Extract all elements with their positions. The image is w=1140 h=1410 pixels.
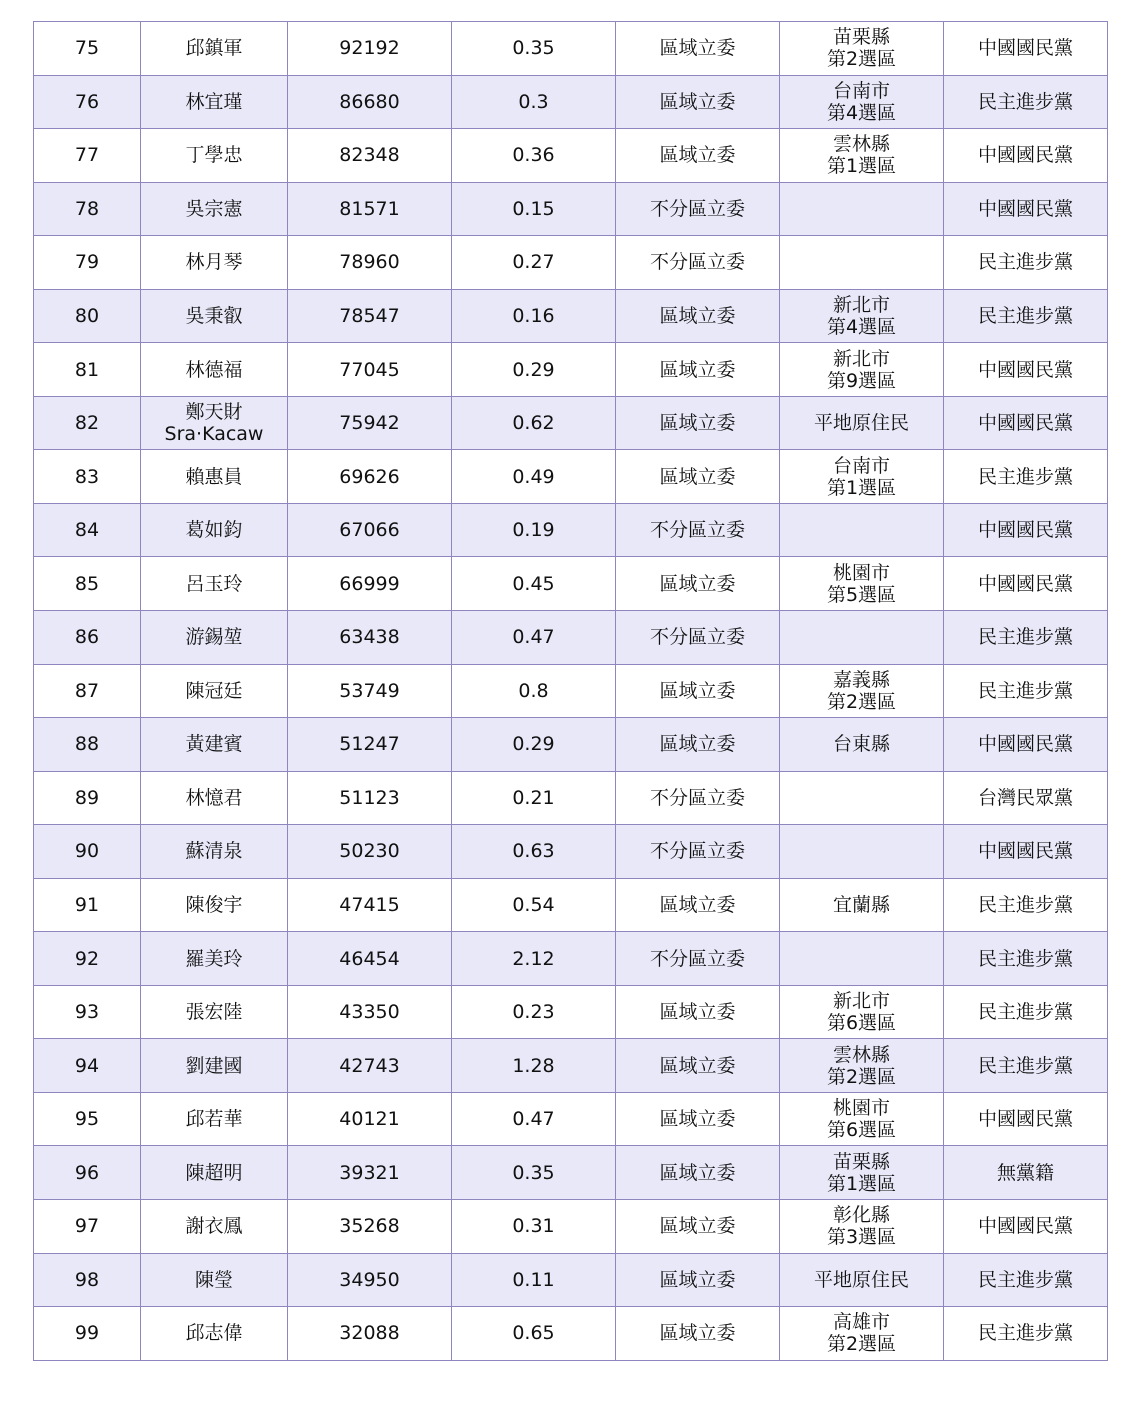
name-cell <box>141 985 288 1039</box>
votes-cell: 51247 <box>288 718 452 772</box>
name-cell <box>141 289 288 343</box>
table-row <box>34 182 1108 236</box>
district-cell-line: 第1選區 <box>826 1172 897 1195</box>
seat-type-cell: 區域立委 <box>616 1200 780 1254</box>
rank-cell: 77 <box>34 129 141 183</box>
table-row <box>34 1253 1108 1307</box>
seat-type-cell: 不分區立委 <box>616 771 780 825</box>
seat-type-cell: 不分區立委 <box>616 932 780 986</box>
district-cell <box>780 718 944 772</box>
name-cell <box>141 75 288 129</box>
name-cell <box>141 557 288 611</box>
name-cell <box>141 771 288 825</box>
rank-cell: 97 <box>34 1200 141 1254</box>
name-cell-line: 鄭天財 <box>185 401 243 424</box>
name-cell <box>141 343 288 397</box>
district-cell-line: 彰化縣 <box>832 1204 890 1227</box>
district-cell-line: 苗栗縣 <box>832 1150 890 1173</box>
name-cell-line: 林宜瑾 <box>185 90 243 113</box>
party-cell: 民主進步黨 <box>944 450 1108 504</box>
table-row <box>34 129 1108 183</box>
votes-cell: 43350 <box>288 985 452 1039</box>
rank-cell: 98 <box>34 1253 141 1307</box>
rank-cell: 87 <box>34 664 141 718</box>
votes-cell: 42743 <box>288 1039 452 1093</box>
district-cell-line: 平地原住民 <box>813 1268 909 1291</box>
district-cell-line: 新北市 <box>832 347 890 370</box>
rank-cell: 85 <box>34 557 141 611</box>
district-cell-line: 台南市 <box>832 454 890 477</box>
value-cell: 0.23 <box>452 985 616 1039</box>
district-cell <box>780 664 944 718</box>
district-cell <box>780 878 944 932</box>
rank-cell: 81 <box>34 343 141 397</box>
party-cell: 民主進步黨 <box>944 1039 1108 1093</box>
seat-type-cell: 不分區立委 <box>616 182 780 236</box>
value-cell: 0.45 <box>452 557 616 611</box>
name-cell-line: 邱志偉 <box>185 1322 243 1345</box>
district-cell-line: 嘉義縣 <box>832 668 890 691</box>
value-cell: 0.29 <box>452 343 616 397</box>
votes-cell: 32088 <box>288 1307 452 1361</box>
seat-type-cell: 區域立委 <box>616 878 780 932</box>
name-cell-line: 吳秉叡 <box>185 305 243 327</box>
district-cell-line: 第3選區 <box>826 1226 897 1249</box>
votes-cell: 63438 <box>288 611 452 665</box>
district-cell-line: 苗栗縣 <box>832 26 890 49</box>
rank-cell: 84 <box>34 503 141 557</box>
name-cell <box>141 236 288 290</box>
name-cell <box>141 932 288 986</box>
name-cell <box>141 1039 288 1093</box>
district-cell-line: 新北市 <box>832 990 890 1013</box>
district-cell <box>780 771 944 825</box>
party-cell: 中國國民黨 <box>944 503 1108 557</box>
name-cell-line: 陳超明 <box>185 1161 243 1184</box>
seat-type-cell: 不分區立委 <box>616 503 780 557</box>
value-cell: 0.16 <box>452 289 616 343</box>
seat-type-cell: 區域立委 <box>616 22 780 76</box>
name-cell <box>141 503 288 557</box>
party-cell: 中國國民黨 <box>944 396 1108 450</box>
name-cell-line: 羅美玲 <box>185 947 243 970</box>
name-cell <box>141 182 288 236</box>
value-cell: 0.31 <box>452 1200 616 1254</box>
district-cell-line: 高雄市 <box>832 1311 890 1334</box>
district-cell <box>780 129 944 183</box>
name-cell <box>141 1253 288 1307</box>
value-cell: 1.28 <box>452 1039 616 1093</box>
party-cell: 中國國民黨 <box>944 182 1108 236</box>
value-cell: 0.35 <box>452 22 616 76</box>
party-cell: 民主進步黨 <box>944 1253 1108 1307</box>
district-cell-line: 第1選區 <box>826 155 897 178</box>
party-cell: 民主進步黨 <box>944 878 1108 932</box>
rank-cell: 88 <box>34 718 141 772</box>
value-cell: 0.27 <box>452 236 616 290</box>
rank-cell: 86 <box>34 611 141 665</box>
district-cell-line: 第2選區 <box>826 1333 897 1356</box>
rank-cell: 79 <box>34 236 141 290</box>
votes-cell: 78960 <box>288 236 452 290</box>
district-cell-line: 桃園市 <box>832 561 890 584</box>
name-cell-line: 邱若華 <box>185 1108 243 1131</box>
table-row <box>34 878 1108 932</box>
seat-type-cell: 不分區立委 <box>616 611 780 665</box>
rank-cell: 75 <box>34 22 141 76</box>
value-cell: 0.54 <box>452 878 616 932</box>
name-cell <box>141 878 288 932</box>
table-row <box>34 825 1108 879</box>
name-cell-line: 張宏陸 <box>185 1001 243 1024</box>
rank-cell: 91 <box>34 878 141 932</box>
district-cell-line: 第4選區 <box>826 316 897 338</box>
party-cell: 中國國民黨 <box>944 718 1108 772</box>
seat-type-cell: 區域立委 <box>616 1253 780 1307</box>
name-cell <box>141 1146 288 1200</box>
votes-cell: 35268 <box>288 1200 452 1254</box>
value-cell: 0.19 <box>452 503 616 557</box>
name-cell <box>141 450 288 504</box>
table-row <box>34 236 1108 290</box>
district-cell <box>780 396 944 450</box>
name-cell <box>141 22 288 76</box>
district-cell-line: 宜蘭縣 <box>832 894 890 917</box>
district-cell-line: 第9選區 <box>826 369 897 392</box>
district-cell <box>780 1200 944 1254</box>
district-cell <box>780 22 944 76</box>
name-cell <box>141 129 288 183</box>
table-row <box>34 664 1108 718</box>
district-cell <box>780 1253 944 1307</box>
value-cell: 0.47 <box>452 1092 616 1146</box>
rank-cell: 82 <box>34 396 141 450</box>
value-cell: 0.29 <box>452 718 616 772</box>
value-cell: 0.15 <box>452 182 616 236</box>
votes-cell: 86680 <box>288 75 452 129</box>
name-cell-line: 賴惠員 <box>185 465 243 488</box>
name-cell <box>141 825 288 879</box>
rank-cell: 89 <box>34 771 141 825</box>
party-cell: 中國國民黨 <box>944 1200 1108 1254</box>
name-cell-line: 陳冠廷 <box>185 679 243 702</box>
district-cell <box>780 825 944 879</box>
value-cell: 0.49 <box>452 450 616 504</box>
name-cell-line: 葛如鈞 <box>185 519 243 542</box>
seat-type-cell: 區域立委 <box>616 1039 780 1093</box>
party-cell: 民主進步黨 <box>944 932 1108 986</box>
party-cell: 中國國民黨 <box>944 343 1108 397</box>
votes-cell: 46454 <box>288 932 452 986</box>
district-cell-line: 新北市 <box>832 294 890 316</box>
table-row <box>34 75 1108 129</box>
value-cell: 0.11 <box>452 1253 616 1307</box>
rank-cell: 92 <box>34 932 141 986</box>
district-cell <box>780 236 944 290</box>
votes-cell: 82348 <box>288 129 452 183</box>
district-cell <box>780 1039 944 1093</box>
votes-cell: 34950 <box>288 1253 452 1307</box>
name-cell-line: 黃建賓 <box>185 733 243 756</box>
value-cell: 0.35 <box>452 1146 616 1200</box>
rank-cell: 78 <box>34 182 141 236</box>
name-cell <box>141 1307 288 1361</box>
value-cell: 0.62 <box>452 396 616 450</box>
party-cell: 民主進步黨 <box>944 1307 1108 1361</box>
table-row <box>34 289 1108 343</box>
value-cell: 0.36 <box>452 129 616 183</box>
value-cell: 0.63 <box>452 825 616 879</box>
table-row <box>34 343 1108 397</box>
votes-cell: 53749 <box>288 664 452 718</box>
seat-type-cell: 區域立委 <box>616 396 780 450</box>
value-cell: 0.65 <box>452 1307 616 1361</box>
votes-cell: 92192 <box>288 22 452 76</box>
district-cell-line: 第4選區 <box>826 101 897 124</box>
district-cell <box>780 1146 944 1200</box>
rank-cell: 93 <box>34 985 141 1039</box>
table-row <box>34 1200 1108 1254</box>
seat-type-cell: 不分區立委 <box>616 236 780 290</box>
seat-type-cell: 區域立委 <box>616 985 780 1039</box>
district-cell <box>780 985 944 1039</box>
district-cell <box>780 1092 944 1146</box>
table-row <box>34 771 1108 825</box>
name-cell <box>141 396 288 450</box>
name-cell-line: 丁學忠 <box>185 144 243 167</box>
district-cell-line: 平地原住民 <box>813 412 909 435</box>
district-cell <box>780 289 944 343</box>
table-body <box>34 22 1108 1361</box>
table-row <box>34 932 1108 986</box>
table-row <box>34 22 1108 76</box>
district-cell-line: 雲林縣 <box>832 1043 890 1066</box>
seat-type-cell: 區域立委 <box>616 718 780 772</box>
party-cell: 民主進步黨 <box>944 664 1108 718</box>
table-row <box>34 1307 1108 1361</box>
district-cell-line: 第2選區 <box>826 1065 897 1088</box>
table-row <box>34 1146 1108 1200</box>
name-cell-line: 陳俊宇 <box>185 894 243 917</box>
rank-cell: 96 <box>34 1146 141 1200</box>
district-cell <box>780 182 944 236</box>
party-cell: 台灣民眾黨 <box>944 771 1108 825</box>
party-cell: 民主進步黨 <box>944 289 1108 343</box>
rank-cell: 83 <box>34 450 141 504</box>
district-cell-line: 第5選區 <box>826 583 897 606</box>
name-cell-line: 蘇清泉 <box>185 840 243 863</box>
seat-type-cell: 區域立委 <box>616 664 780 718</box>
table-row <box>34 718 1108 772</box>
name-cell-line: 林德福 <box>185 358 243 381</box>
district-cell <box>780 932 944 986</box>
district-cell <box>780 343 944 397</box>
name-cell <box>141 1092 288 1146</box>
party-cell: 中國國民黨 <box>944 557 1108 611</box>
votes-cell: 39321 <box>288 1146 452 1200</box>
district-cell-line: 雲林縣 <box>832 133 890 156</box>
name-cell-line: 呂玉玲 <box>185 572 243 595</box>
name-cell-line: 林憶君 <box>185 786 243 809</box>
votes-cell: 81571 <box>288 182 452 236</box>
votes-cell: 51123 <box>288 771 452 825</box>
name-cell-line: 劉建國 <box>185 1054 243 1077</box>
party-cell: 民主進步黨 <box>944 75 1108 129</box>
seat-type-cell: 區域立委 <box>616 1146 780 1200</box>
name-cell-line: 陳瑩 <box>194 1268 233 1291</box>
table-row <box>34 557 1108 611</box>
seat-type-cell: 區域立委 <box>616 75 780 129</box>
seat-type-cell: 區域立委 <box>616 450 780 504</box>
district-cell-line: 第6選區 <box>826 1119 897 1142</box>
party-cell: 民主進步黨 <box>944 985 1108 1039</box>
name-cell-line: 謝衣鳳 <box>185 1215 243 1238</box>
name-cell <box>141 664 288 718</box>
seat-type-cell: 區域立委 <box>616 289 780 343</box>
votes-cell: 67066 <box>288 503 452 557</box>
table-row <box>34 503 1108 557</box>
table-row <box>34 1092 1108 1146</box>
seat-type-cell: 區域立委 <box>616 343 780 397</box>
value-cell: 0.21 <box>452 771 616 825</box>
district-cell-line: 第6選區 <box>826 1012 897 1035</box>
seat-type-cell: 區域立委 <box>616 557 780 611</box>
district-cell <box>780 611 944 665</box>
name-cell <box>141 718 288 772</box>
table-row <box>34 450 1108 504</box>
district-cell <box>780 75 944 129</box>
votes-cell: 66999 <box>288 557 452 611</box>
seat-type-cell: 區域立委 <box>616 129 780 183</box>
district-cell <box>780 557 944 611</box>
value-cell: 0.3 <box>452 75 616 129</box>
table-row <box>34 1039 1108 1093</box>
rank-cell: 80 <box>34 289 141 343</box>
table-row <box>34 985 1108 1039</box>
name-cell <box>141 611 288 665</box>
name-cell <box>141 1200 288 1254</box>
party-cell: 無黨籍 <box>944 1146 1108 1200</box>
district-cell <box>780 503 944 557</box>
votes-cell: 75942 <box>288 396 452 450</box>
district-cell-line: 第1選區 <box>826 476 897 499</box>
rank-cell: 94 <box>34 1039 141 1093</box>
name-cell-line: 林月琴 <box>185 251 243 274</box>
rank-cell: 76 <box>34 75 141 129</box>
votes-cell: 78547 <box>288 289 452 343</box>
district-cell <box>780 450 944 504</box>
votes-cell: 50230 <box>288 825 452 879</box>
party-cell: 民主進步黨 <box>944 611 1108 665</box>
votes-cell: 47415 <box>288 878 452 932</box>
value-cell: 2.12 <box>452 932 616 986</box>
seat-type-cell: 區域立委 <box>616 1092 780 1146</box>
name-cell-line: 邱鎮軍 <box>185 37 243 60</box>
rank-cell: 99 <box>34 1307 141 1361</box>
party-cell: 民主進步黨 <box>944 236 1108 290</box>
district-cell <box>780 1307 944 1361</box>
table-row <box>34 396 1108 450</box>
table-row <box>34 611 1108 665</box>
seat-type-cell: 區域立委 <box>616 1307 780 1361</box>
party-cell: 中國國民黨 <box>944 22 1108 76</box>
district-cell-line: 台東縣 <box>832 733 890 756</box>
rank-cell: 95 <box>34 1092 141 1146</box>
legislator-ranking-table <box>33 21 1108 1361</box>
rank-cell: 90 <box>34 825 141 879</box>
votes-cell: 69626 <box>288 450 452 504</box>
district-cell-line: 第2選區 <box>826 48 897 71</box>
district-cell-line: 第2選區 <box>826 690 897 713</box>
votes-cell: 77045 <box>288 343 452 397</box>
party-cell: 中國國民黨 <box>944 129 1108 183</box>
party-cell: 中國國民黨 <box>944 1092 1108 1146</box>
value-cell: 0.47 <box>452 611 616 665</box>
party-cell: 中國國民黨 <box>944 825 1108 879</box>
district-cell-line: 桃園市 <box>832 1097 890 1120</box>
name-cell-line: 游錫堃 <box>185 626 243 649</box>
district-cell-line: 台南市 <box>832 79 890 102</box>
votes-cell: 40121 <box>288 1092 452 1146</box>
seat-type-cell: 不分區立委 <box>616 825 780 879</box>
name-cell-line: Sra·Kacaw <box>164 423 264 446</box>
value-cell: 0.8 <box>452 664 616 718</box>
name-cell-line: 吳宗憲 <box>185 197 243 220</box>
